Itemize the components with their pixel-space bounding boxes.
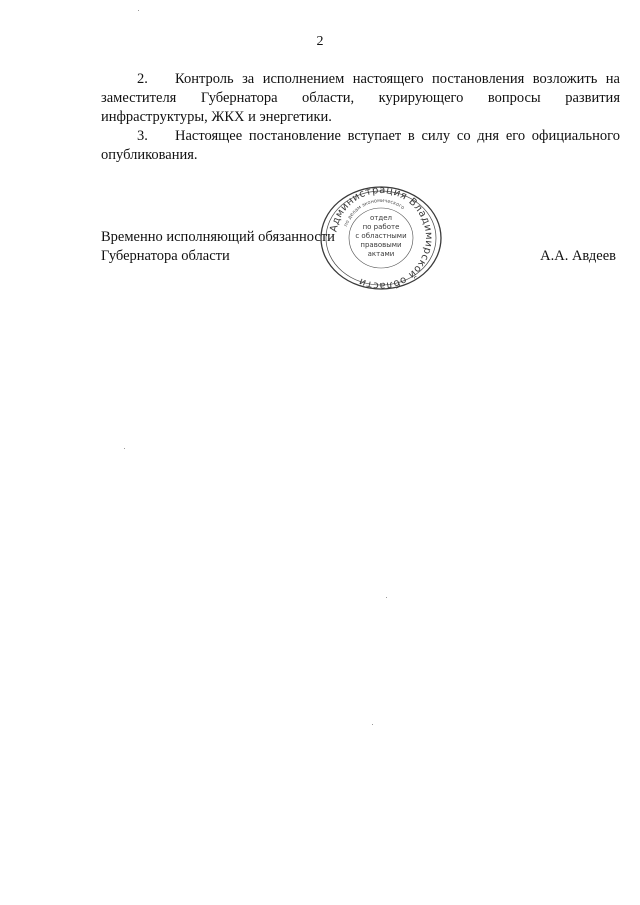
paragraph-2 bbox=[101, 70, 620, 127]
stamp-center-text bbox=[355, 214, 406, 258]
stamp-center-line: правовыми bbox=[360, 241, 402, 249]
stamp-center-line: актами bbox=[367, 250, 395, 258]
stamp-center-line: отдел bbox=[370, 214, 392, 222]
signatory-name: А.А. Авдеев bbox=[540, 248, 616, 264]
paragraph-3 bbox=[101, 127, 620, 165]
scan-speck bbox=[138, 10, 139, 11]
paragraph-number: 2. bbox=[137, 71, 148, 87]
page-number: 2 bbox=[316, 34, 324, 49]
paragraph-text: Настоящее постановление вступает в силу со дня его официального опубликования. bbox=[101, 128, 620, 163]
paragraph-number: 3. bbox=[137, 128, 148, 144]
paragraph-text: Контроль за исполнением настоящего постановления возложить на заместителя Губернатора области, курирующего вопросы развития инфраструктуры, ЖКХ и энергетики. bbox=[101, 71, 620, 125]
signatory-position-line-1: Временно исполняющий обязанности bbox=[101, 229, 335, 245]
signatory-position-line-2: Губернатора области bbox=[101, 248, 230, 264]
scan-speck bbox=[386, 597, 387, 598]
document-body bbox=[101, 70, 620, 165]
stamp-outer-text: Администрация Владимирской области bbox=[328, 185, 435, 291]
stamp-inner-ring-text: по делам экономического bbox=[342, 197, 406, 228]
scan-speck bbox=[372, 724, 373, 725]
stamp-center-line: по работе bbox=[362, 223, 400, 231]
official-seal-stamp bbox=[318, 185, 444, 291]
scan-speck bbox=[124, 448, 125, 449]
stamp-center-line: с областными bbox=[355, 232, 407, 240]
